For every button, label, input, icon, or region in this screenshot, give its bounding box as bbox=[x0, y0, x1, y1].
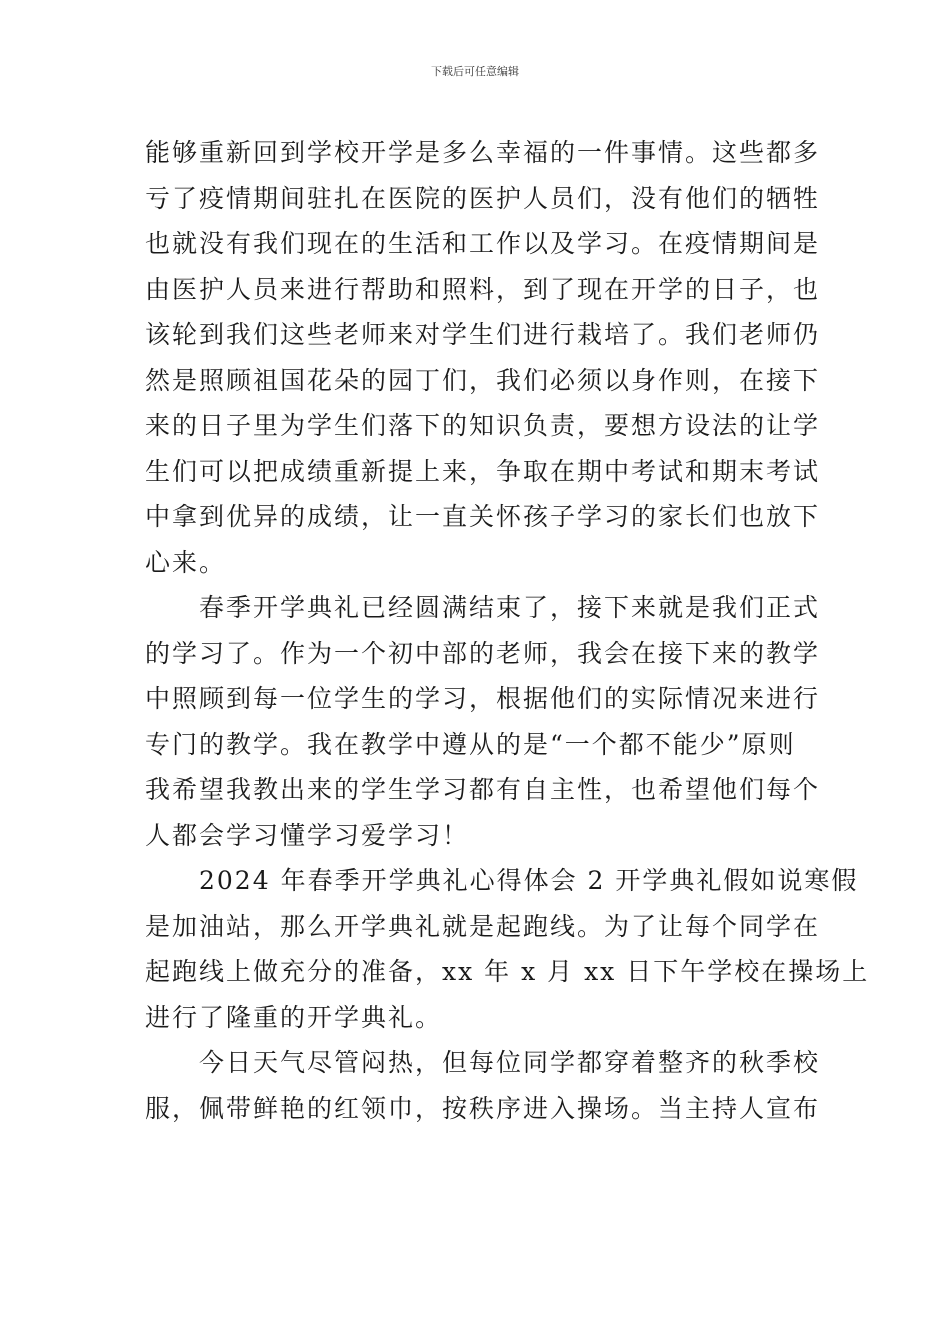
text-line: 生们可以把成绩重新提上来，争取在期中考试和期末考试 bbox=[145, 456, 821, 486]
paragraph-4 bbox=[145, 1040, 821, 1131]
text-line: 然是照顾祖国花朵的园丁们，我们必须以身作则，在接下 bbox=[145, 365, 821, 395]
text-line: 进行了隆重的开学典礼。 bbox=[145, 1002, 443, 1032]
text-line: 我希望我教出来的学生学习都有自主性，也希望他们每个 bbox=[145, 775, 821, 804]
paragraph-2 bbox=[145, 585, 821, 858]
text-line: 中拿到优异的成绩，让一直关怀孩子学习的家长们也放下 bbox=[145, 502, 821, 531]
page-header-note: 下载后可任意编辑 bbox=[431, 65, 519, 78]
text-line: 该轮到我们这些老师来对学生们进行栽培了。我们老师仍 bbox=[145, 320, 821, 349]
document-body bbox=[145, 130, 870, 1131]
text-line: 心来。 bbox=[145, 547, 227, 577]
text-line: 也就没有我们现在的生活和工作以及学习。在疫情期间是 bbox=[145, 229, 821, 258]
paragraph-3 bbox=[145, 858, 870, 1040]
text-line: 是加油站，那么开学典礼就是起跑线。为了让每个同学在 bbox=[145, 911, 821, 941]
text-line: 2024 年春季开学典礼心得体会 2 开学典礼假如说寒假 bbox=[199, 866, 859, 895]
text-line: 起跑线上做充分的准备，xx 年 x 月 xx 日下午学校在操场上 bbox=[145, 957, 870, 986]
text-line: 由医护人员来进行帮助和照料，到了现在开学的日子，也 bbox=[145, 274, 821, 304]
text-line: 中照顾到每一位学生的学习，根据他们的实际情况来进行 bbox=[145, 684, 821, 713]
text-line: 人都会学习懂学习爱学习！ bbox=[145, 820, 470, 850]
text-line: 今日天气尽管闷热，但每位同学都穿着整齐的秋季校 bbox=[199, 1048, 821, 1077]
text-line: 亏了疫情期间驻扎在医院的医护人员们，没有他们的牺牲 bbox=[145, 183, 821, 213]
paragraph-1 bbox=[145, 130, 821, 585]
text-line: 服，佩带鲜艳的红领巾，按秩序进入操场。当主持人宣布 bbox=[145, 1093, 821, 1123]
text-line: 能够重新回到学校开学是多么幸福的一件事情。这些都多 bbox=[145, 138, 821, 167]
text-line: 春季开学典礼已经圆满结束了，接下来就是我们正式 bbox=[199, 593, 821, 622]
text-line: 来的日子里为学生们落下的知识负责，要想方设法的让学 bbox=[145, 411, 821, 440]
text-line: 的学习了。作为一个初中部的老师，我会在接下来的教学 bbox=[145, 638, 821, 668]
text-line: 专门的教学。我在教学中遵从的是“一个都不能少”原则 bbox=[145, 729, 796, 759]
